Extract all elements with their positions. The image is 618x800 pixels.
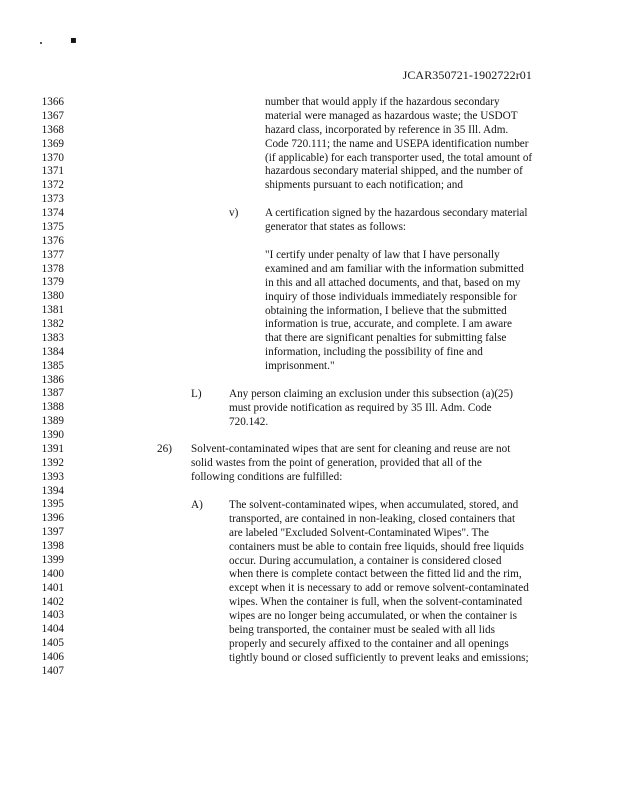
- line-number: 1397: [41, 526, 64, 539]
- line-number: 1387: [41, 387, 64, 400]
- text-line: number that would apply if the hazardous secondary: [265, 96, 500, 108]
- text-line: generator that states as follows:: [265, 220, 407, 233]
- line-number: 1372: [41, 179, 64, 192]
- line-number: 1390: [41, 429, 64, 441]
- line-number: 1373: [41, 193, 64, 206]
- text-line: (if applicable) for each transporter used, the total amount of: [265, 151, 533, 164]
- paragraph-iv-continuation: [265, 96, 532, 193]
- line-number: 1385: [41, 359, 64, 372]
- paragraph-26-label: 26): [157, 443, 172, 455]
- line-number: 1404: [41, 623, 64, 636]
- line-number: 1369: [41, 137, 64, 150]
- paragraph-L: [229, 388, 513, 430]
- line-number: 1396: [41, 512, 64, 525]
- text-line: Code 720.111; the name and USEPA identification number: [265, 137, 529, 150]
- text-line: wipes. When the container is full, when the solvent-contaminated: [229, 596, 523, 609]
- text-line: Any person claiming an exclusion under this subsection (a)(25): [229, 388, 513, 400]
- text-line: tightly bound or closed sufficiently to prevent leaks and emissions;: [229, 651, 529, 664]
- line-number: 1402: [41, 595, 64, 608]
- text-line: that there are significant penalties for submitting false: [265, 332, 507, 345]
- text-line: inquiry of those individuals immediately responsible for: [265, 290, 517, 303]
- line-number: 1375: [41, 220, 64, 233]
- text-line: The solvent-contaminated wipes, when accumulated, stored, and: [229, 499, 519, 511]
- text-line: solid wastes from the point of generation, provided that all of the: [191, 456, 482, 469]
- text-line: "I certify under penalty of law that I have personally: [265, 249, 500, 261]
- line-number: 1371: [41, 165, 64, 178]
- document-id: JCAR350721-1902722r01: [402, 68, 532, 82]
- text-line: information, including the possibility of fine and: [265, 346, 483, 359]
- line-number: 1374: [41, 207, 64, 219]
- text-line: properly and securely affixed to the container and all openings: [229, 637, 509, 650]
- line-number: 1377: [41, 248, 64, 261]
- text-line: hazardous secondary material shipped, and the number of: [265, 165, 523, 178]
- line-number: 1401: [41, 581, 64, 594]
- paragraph-26: [191, 443, 510, 485]
- line-number: 1400: [41, 567, 64, 580]
- certification-quote: [265, 249, 524, 374]
- text-line: in this and all attached documents, and that, based on my: [265, 276, 521, 289]
- text-line: shipments pursuant to each notification; and: [265, 179, 463, 192]
- text-line: transported, are contained in non-leaking, closed containers that: [229, 512, 516, 525]
- text-line: occur. During accumulation, a container is considered closed: [229, 554, 502, 567]
- line-number: 1406: [41, 651, 64, 663]
- text-line: imprisonment.": [265, 360, 335, 372]
- text-line: when there is complete contact between the fitted lid and the rim,: [229, 568, 522, 581]
- line-number: 1392: [41, 456, 64, 469]
- line-number: 1380: [41, 290, 64, 303]
- line-number: 1389: [41, 415, 64, 428]
- paragraph-v: [265, 207, 528, 235]
- paragraph-A-label: A): [191, 499, 203, 511]
- text-line: A certification signed by the hazardous secondary material: [265, 207, 528, 219]
- paragraph-v-label: v): [229, 207, 239, 219]
- line-number: 1403: [41, 609, 64, 622]
- text-line: examined and am familiar with the information submitted: [265, 262, 524, 275]
- line-number: 1398: [41, 540, 64, 552]
- line-number: 1381: [41, 304, 64, 317]
- line-number: 1378: [41, 262, 64, 275]
- text-line: hazard class, incorporated by reference in 35 Ill. Adm.: [265, 123, 509, 136]
- text-line: material were managed as hazardous waste; the USDOT: [265, 109, 518, 122]
- line-number: 1405: [41, 637, 64, 650]
- line-number: 1383: [41, 331, 64, 344]
- text-line: obtaining the information, I believe that the submitted: [265, 304, 507, 317]
- line-number: 1395: [41, 498, 64, 511]
- line-number: 1368: [41, 123, 64, 136]
- line-number: 1382: [41, 318, 64, 330]
- text-line: except when it is necessary to add or remove solvent-contaminated: [229, 582, 529, 595]
- text-line: Solvent-contaminated wipes that are sent for cleaning and reuse are not: [191, 443, 511, 455]
- line-number: 1370: [41, 151, 64, 164]
- line-number: 1379: [41, 276, 64, 289]
- line-number: 1391: [41, 442, 64, 455]
- corner-mark: ▪: [70, 35, 77, 46]
- text-line: being transported, the container must be sealed with all lids: [229, 623, 495, 636]
- paragraph-L-label: L): [191, 388, 202, 400]
- text-line: are labeled "Excluded Solvent-Contaminated Wipes". The: [229, 526, 489, 539]
- line-number-column: [30, 96, 64, 679]
- line-number: 1366: [41, 96, 64, 108]
- line-number: 1394: [41, 484, 64, 497]
- line-number: 1388: [41, 401, 64, 414]
- text-line: wipes are no longer being accumulated, or when the container is: [229, 610, 517, 622]
- line-number: 1384: [41, 345, 64, 358]
- scan-speck: [40, 42, 42, 44]
- line-number: 1386: [41, 373, 64, 386]
- line-number: 1393: [41, 470, 64, 483]
- text-line: following conditions are fulfilled:: [191, 470, 343, 483]
- text-line: 720.142.: [229, 415, 269, 428]
- line-number: 1376: [41, 234, 64, 247]
- text-line: must provide notification as required by 35 Ill. Adm. Code: [229, 401, 492, 414]
- line-number: 1367: [41, 109, 64, 122]
- text-line: information is true, accurate, and complete. I am aware: [265, 318, 512, 331]
- line-number: 1407: [41, 664, 64, 677]
- text-line: containers must be able to contain free liquids, should free liquids: [229, 540, 524, 553]
- line-number: 1399: [41, 553, 64, 566]
- paragraph-A: [229, 499, 529, 666]
